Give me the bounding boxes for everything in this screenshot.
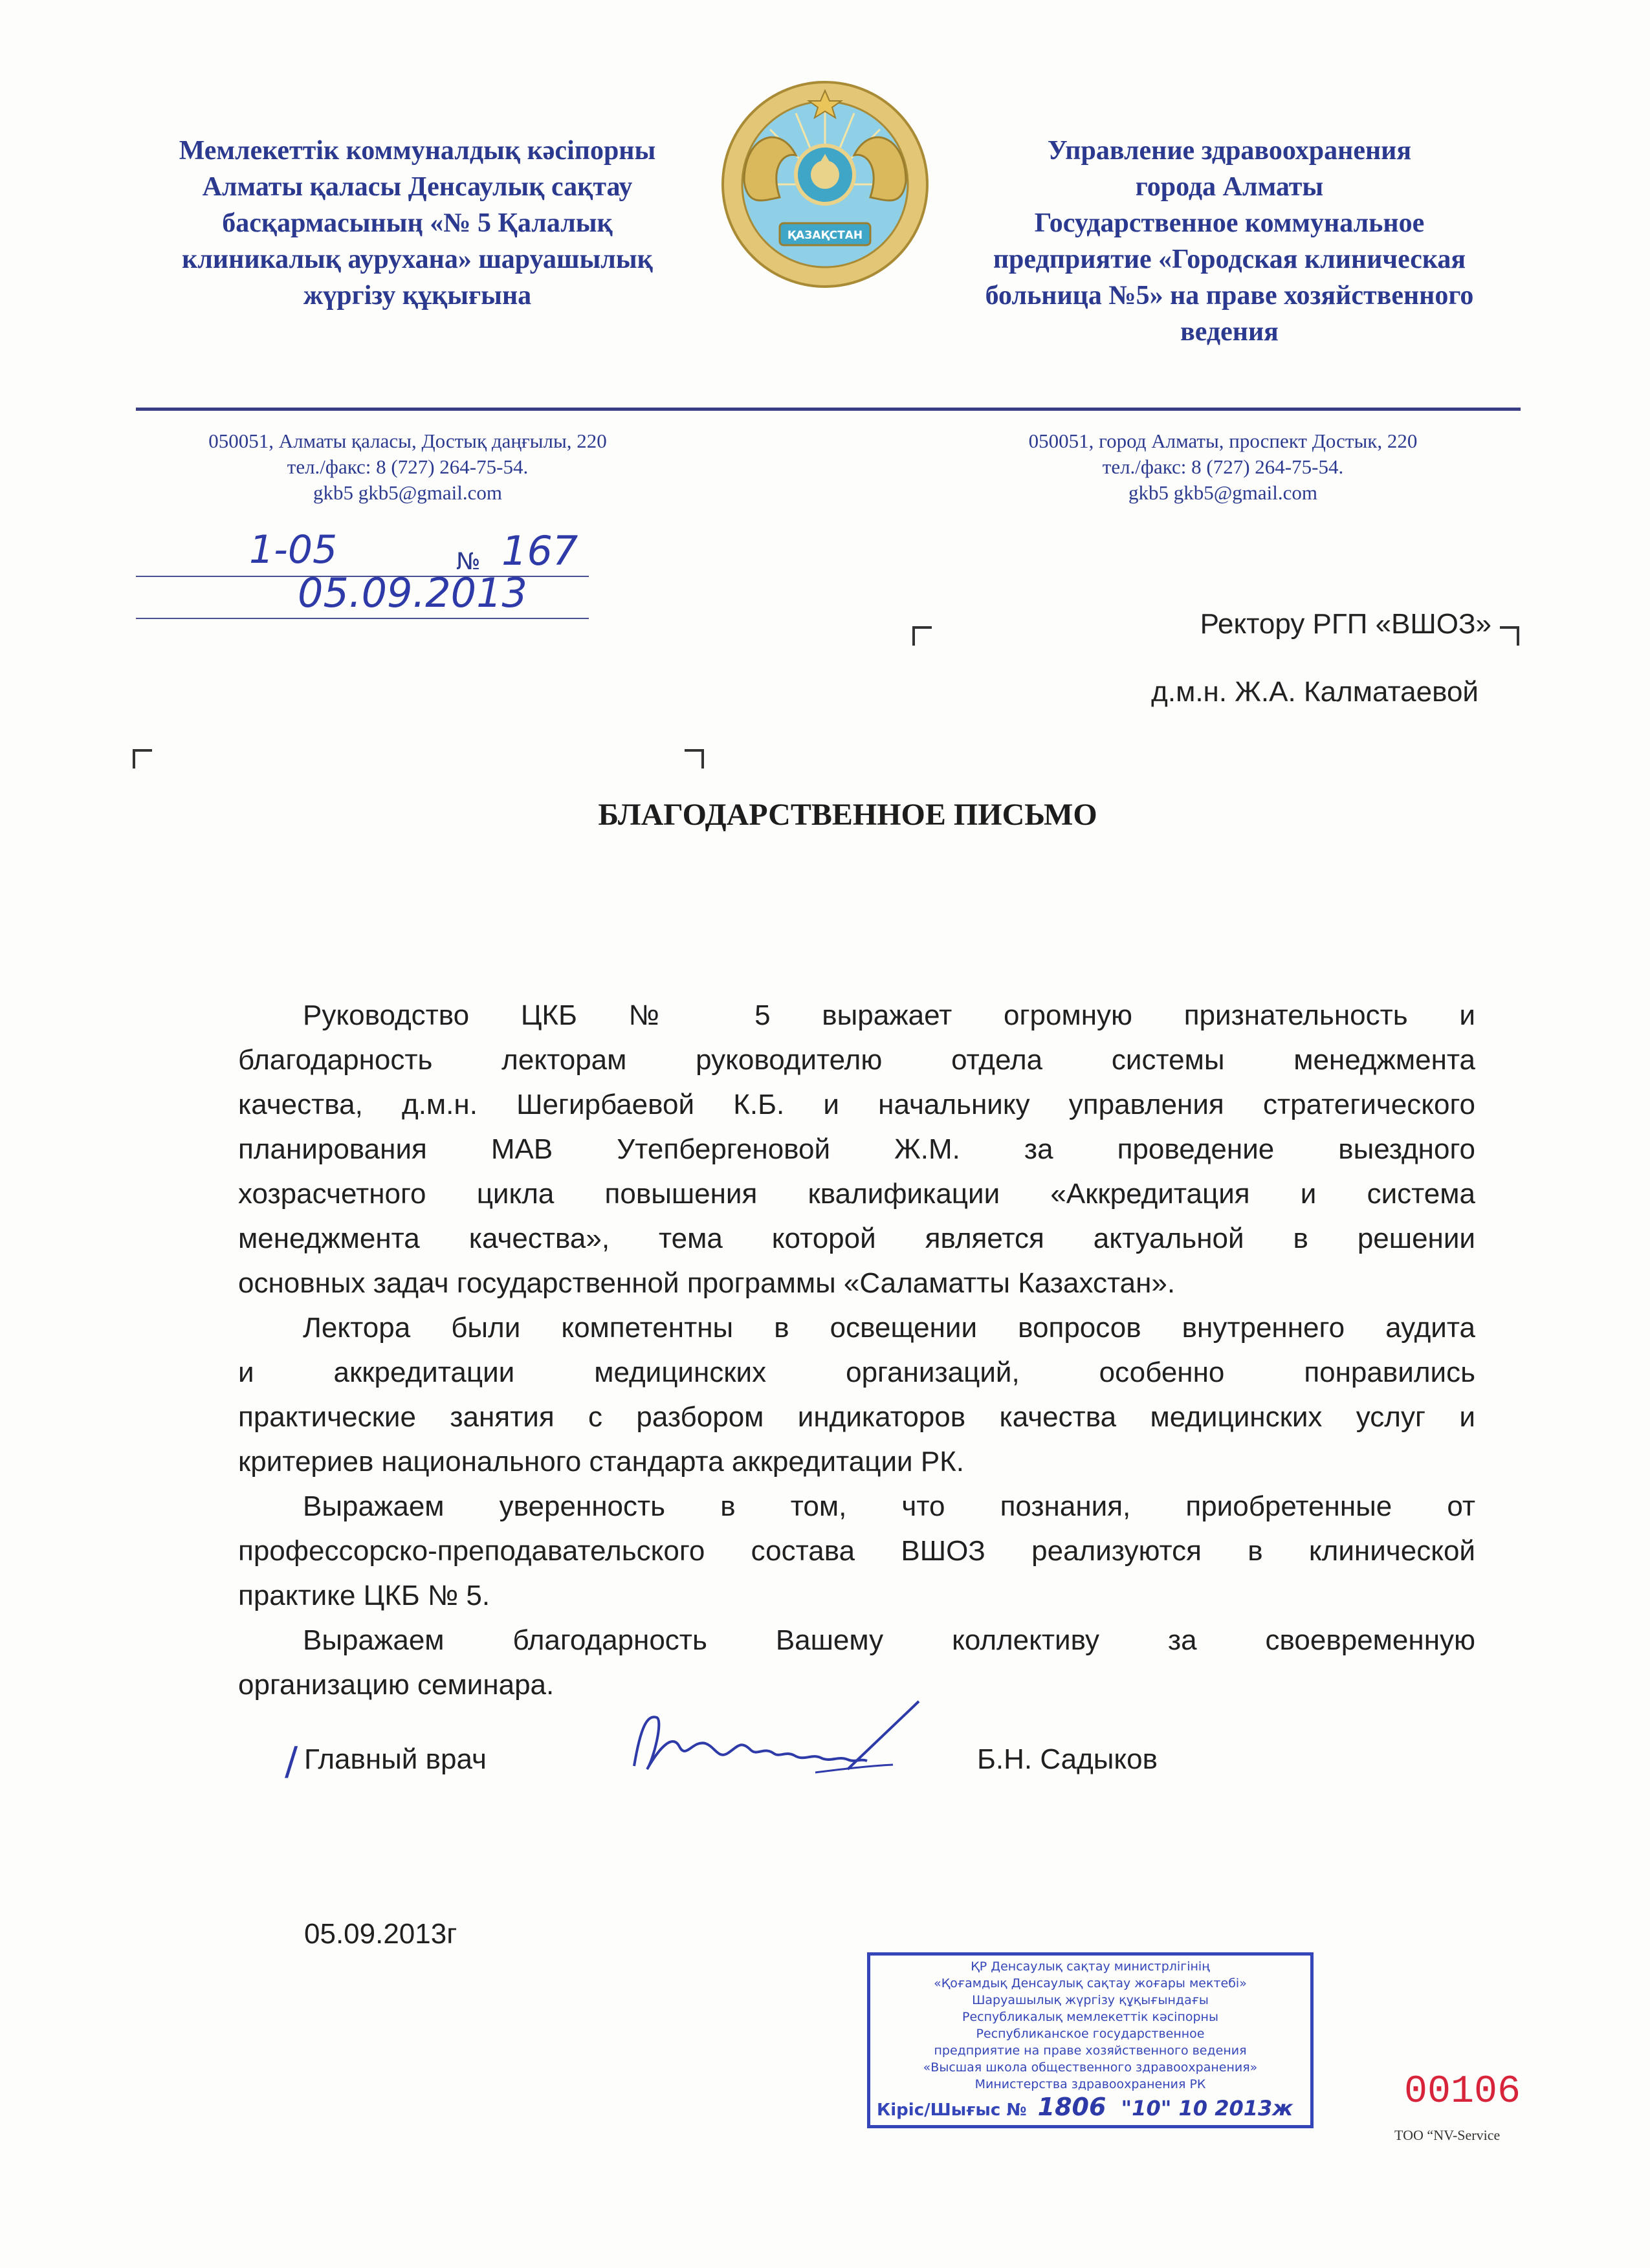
letter-body xyxy=(238,993,1475,1707)
body-line: Выражаем благодарность Вашему коллективу за своевременную xyxy=(303,1624,1475,1656)
header-russian-line: Государственное коммунальное xyxy=(1034,208,1425,238)
registration-stamp xyxy=(867,1952,1314,2128)
addressee-title: Ректору РГП «ВШОЗ» xyxy=(1200,608,1491,640)
body-line: хозрасчетного цикла повышения квалификации «Аккредитация и система xyxy=(238,1178,1475,1210)
body-line: качества, д.м.н. Шегирбаевой К.Б. и начальнику управления стратегического xyxy=(238,1089,1475,1120)
stamp-incoming-label: Кіріс/Шығыс № xyxy=(877,2100,1027,2120)
emblem-caption: ҚАЗАҚСТАН xyxy=(787,229,863,242)
header-kazakh-line: басқармасының «№ 5 Қалалық xyxy=(222,208,613,238)
printer-imprint: ТОО “NV-Service xyxy=(1394,2127,1501,2143)
outgoing-date-line xyxy=(136,618,589,619)
header-kazakh xyxy=(133,133,702,314)
body-line: и аккредитации медицинских организаций, особенно понравились xyxy=(238,1357,1475,1388)
address-line: тел./факс: 8 (727) 264-75-54. xyxy=(1102,455,1344,478)
stamp-incoming xyxy=(877,2093,1293,2121)
header-kazakh-line: Алматы қаласы Денсаулық сақтау xyxy=(202,172,633,202)
stamp-line: предприятие на праве хозяйственного ведения xyxy=(934,2044,1247,2058)
body-line: критериев национального стандарта аккредитации РК. xyxy=(238,1446,965,1477)
stamp-incoming-number: 1806 xyxy=(1037,2093,1106,2121)
paragraph xyxy=(238,1484,1475,1618)
address-line: gkb5 gkb5@gmail.com xyxy=(313,481,503,504)
stamp-incoming-date: "10" 10 2013ж xyxy=(1121,2096,1293,2121)
body-line: практические занятия с разбором индикаторов качества медицинских услуг и xyxy=(238,1401,1475,1433)
body-line: профессорско-преподавательского состава ВШОЗ реализуются в клинической xyxy=(238,1535,1475,1567)
letter-date: 05.09.2013г xyxy=(304,1918,457,1950)
outgoing-number: 167 xyxy=(501,527,578,574)
body-line: планирования МАВ Утепбергеновой Ж.М. за проведение выездного xyxy=(238,1133,1475,1165)
paragraph xyxy=(238,1305,1475,1484)
address-russian xyxy=(958,428,1488,506)
header-divider xyxy=(136,408,1521,411)
outgoing-prefix: 1-05 xyxy=(249,527,338,572)
paragraph xyxy=(238,993,1475,1305)
header-russian-line: Управление здравоохранения xyxy=(1047,136,1412,166)
corner-mark-icon xyxy=(912,626,932,646)
stamp-line: Республикалық мемлекеттік кәсіпорны xyxy=(962,2010,1218,2024)
address-kazakh xyxy=(149,428,666,506)
body-line: Выражаем уверенность в том, что познания, приобретенные от xyxy=(303,1490,1475,1522)
header-russian-line: ведения xyxy=(1180,317,1279,347)
state-emblem-icon xyxy=(718,78,932,291)
stamp-text xyxy=(870,1958,1310,2093)
body-line: менеджмента качества», тема которой является актуальной в решении xyxy=(238,1223,1475,1254)
outgoing-number-sign: № xyxy=(456,549,481,575)
header-kazakh-line: клиникалық аурухана» шаруашылық xyxy=(182,245,653,274)
body-line: благодарность лекторам руководителю отдела системы менеджмента xyxy=(238,1044,1475,1076)
body-line: Руководство ЦКБ № 5 выражает огромную признательность и xyxy=(303,999,1475,1031)
outgoing-date: 05.09.2013 xyxy=(298,569,527,616)
signatory-position: Главный врач xyxy=(304,1743,487,1775)
corner-mark-icon xyxy=(685,749,704,769)
letter-title: БЛАГОДАРСТВЕННОЕ ПИСЬМО xyxy=(598,798,1097,832)
addressee-name: д.м.н. Ж.А. Калматаевой xyxy=(1151,676,1479,708)
body-line: организацию семинара. xyxy=(238,1669,555,1701)
stamp-line: ҚР Денсаулық сақтау министрлігінің xyxy=(971,1959,1210,1974)
address-line: 050051, Алматы қаласы, Достық даңғылы, 220 xyxy=(208,430,607,452)
handwritten-signature xyxy=(621,1688,932,1792)
stamp-line: Шаруашылық жүргізу құқығындағы xyxy=(972,1993,1209,2007)
stamp-line: «Высшая школа общественного здравоохранения» xyxy=(923,2060,1258,2075)
address-line: gkb5 gkb5@gmail.com xyxy=(1128,481,1318,504)
signatory-name: Б.Н. Садыков xyxy=(977,1743,1158,1775)
header-russian-line: больница №5» на праве хозяйственного xyxy=(985,281,1474,311)
header-russian xyxy=(919,133,1540,350)
header-russian-line: предприятие «Городская клиническая xyxy=(993,245,1466,274)
body-line: основных задач государственной программы «Саламатты Казахстан». xyxy=(238,1267,1176,1299)
stamp-line: Республиканское государственное xyxy=(976,2027,1205,2041)
signature-slash-mark: / xyxy=(285,1739,298,1784)
address-line: 050051, город Алматы, проспект Достык, 220 xyxy=(1028,430,1418,452)
body-line: практике ЦКБ № 5. xyxy=(238,1580,490,1611)
header-russian-line: города Алматы xyxy=(1135,172,1324,202)
stamp-line: Министерства здравоохранения РК xyxy=(974,2077,1206,2091)
stamp-line: «Қоғамдық Денсаулық сақтау жоғары мектебі» xyxy=(934,1976,1247,1990)
header-kazakh-line: жүргізу құқығына xyxy=(303,281,532,311)
corner-mark-icon xyxy=(133,749,152,769)
header-kazakh-line: Мемлекеттік коммуналдық кәсіпорны xyxy=(179,136,656,166)
address-line: тел./факс: 8 (727) 264-75-54. xyxy=(287,455,529,478)
serial-number: 00106 xyxy=(1404,2070,1521,2114)
body-line: Лектора были компетентны в освещении вопросов внутреннего аудита xyxy=(303,1312,1475,1344)
corner-mark-icon xyxy=(1500,626,1519,646)
